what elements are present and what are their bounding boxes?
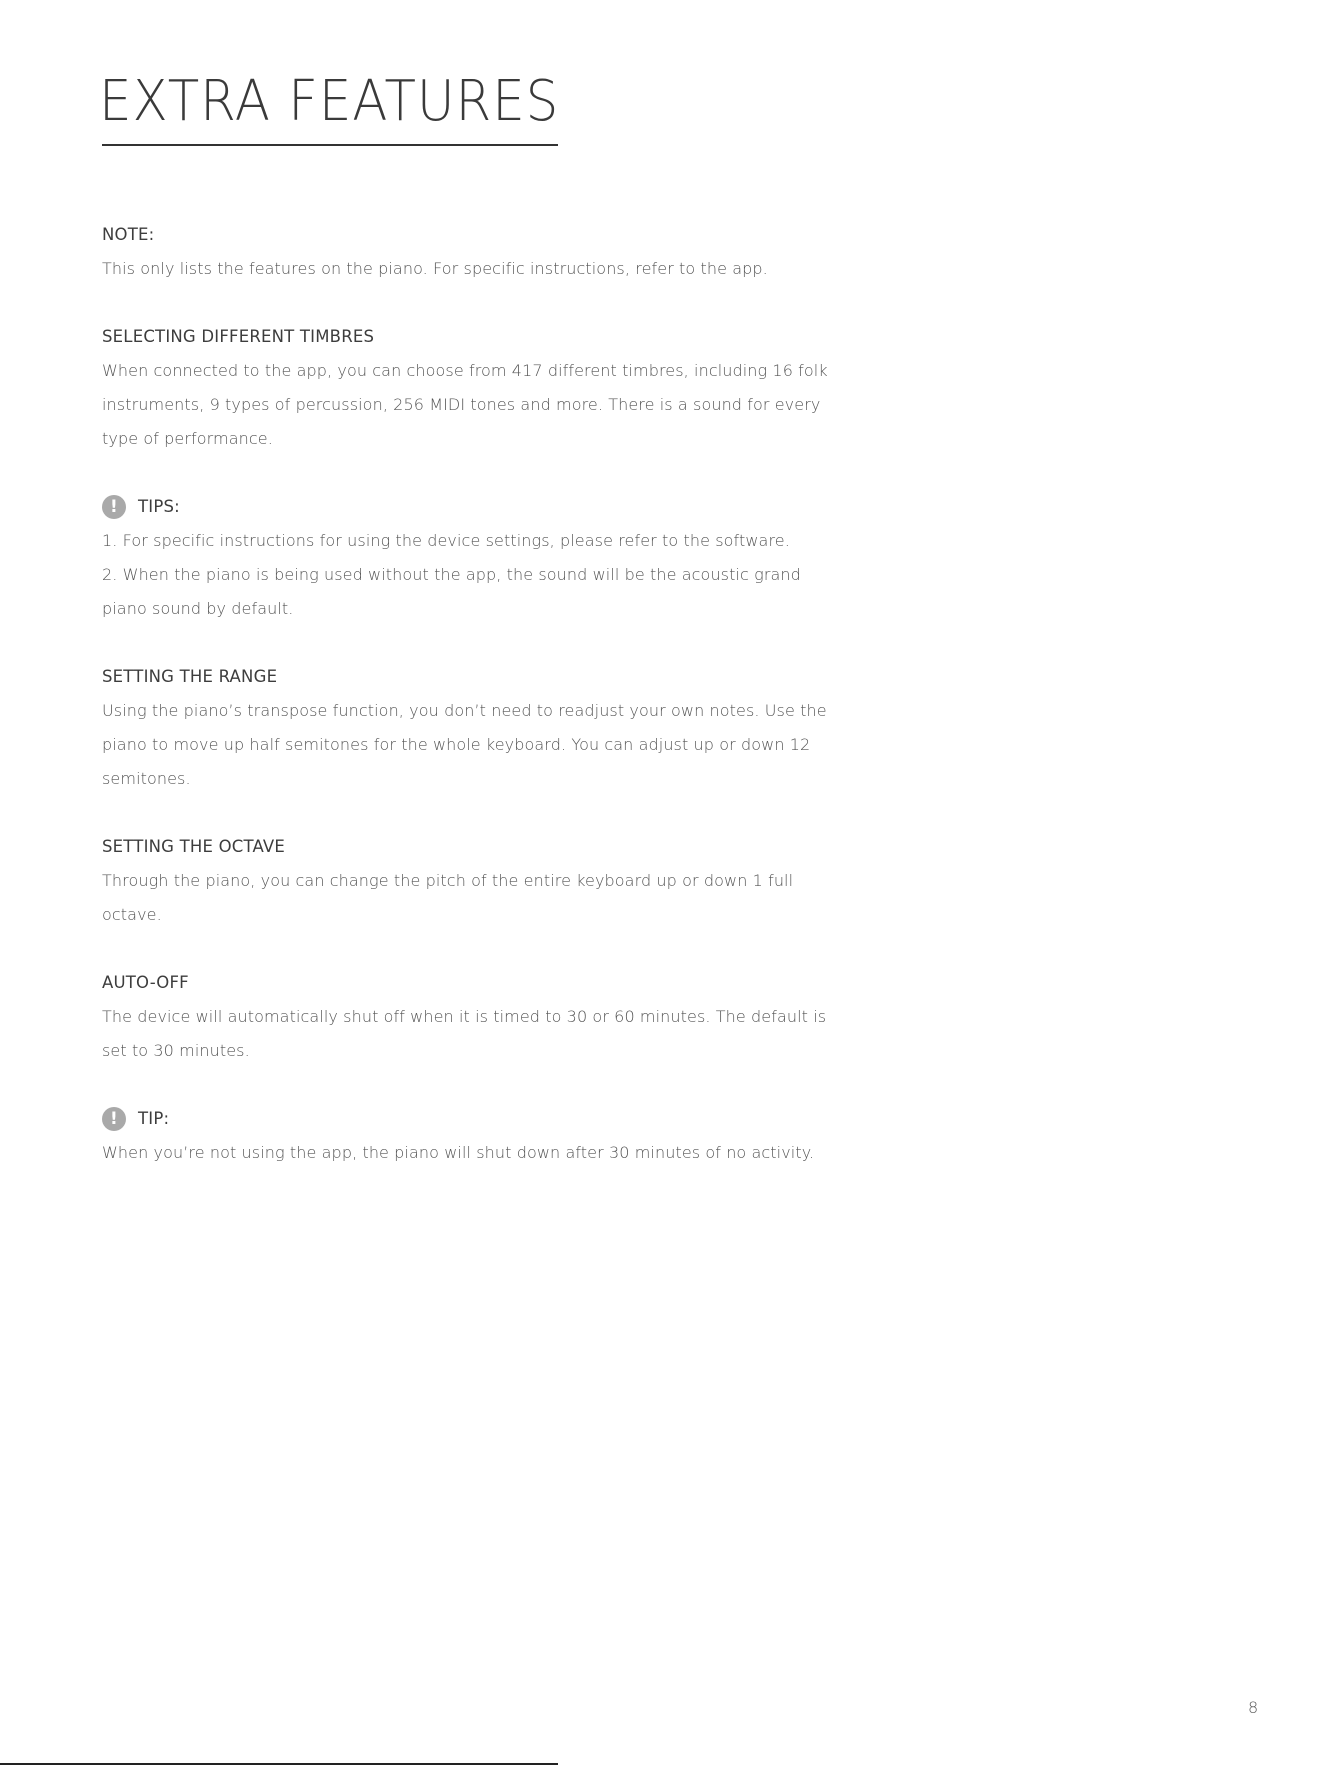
- tips-heading: TIPS:: [138, 497, 180, 516]
- auto-off-body: [102, 1000, 862, 1068]
- page-number: 8: [1248, 1698, 1259, 1717]
- timbres-section: [102, 320, 862, 456]
- range-section: [102, 660, 862, 796]
- note-heading: NOTE:: [102, 225, 155, 244]
- note-line: This only lists the features on the piano. For specific instructions, refer to the app.: [102, 259, 768, 278]
- auto-off-section: [102, 966, 862, 1068]
- exclamation-icon: !: [102, 1107, 126, 1131]
- title-underline: [102, 144, 558, 146]
- range-line: semitones.: [102, 769, 191, 788]
- auto-off-heading: AUTO-OFF: [102, 973, 189, 992]
- range-line: Using the piano’s transpose function, you don’t need to readjust your own notes. Use the: [102, 701, 827, 720]
- tips-body: [102, 524, 862, 626]
- tips-line: piano sound by default.: [102, 599, 294, 618]
- auto-off-line: set to 30 minutes.: [102, 1041, 250, 1060]
- auto-off-line: The device will automatically shut off when it is timed to 30 or 60 minutes. The default is: [102, 1007, 827, 1026]
- timbres-line: type of performance.: [102, 429, 273, 448]
- tip-heading: TIP:: [138, 1109, 170, 1128]
- range-line: piano to move up half semitones for the whole keyboard. You can adjust up or down 12: [102, 735, 811, 754]
- page-title: EXTRA FEATURES: [99, 69, 560, 134]
- octave-line: Through the piano, you can change the pitch of the entire keyboard up or down 1 full: [102, 871, 794, 890]
- timbres-body: [102, 354, 862, 456]
- tip-line: When you’re not using the app, the piano will shut down after 30 minutes of no activity.: [102, 1143, 815, 1162]
- tip-section: [102, 1102, 862, 1170]
- timbres-line: When connected to the app, you can choose from 417 different timbres, including 16 folk: [102, 361, 828, 380]
- exclamation-icon: !: [102, 495, 126, 519]
- octave-heading: SETTING THE OCTAVE: [102, 837, 286, 856]
- tips-section: [102, 490, 862, 626]
- range-body: [102, 694, 862, 796]
- page-content: [102, 218, 862, 1170]
- tip-body: [102, 1136, 862, 1170]
- octave-line: octave.: [102, 905, 162, 924]
- range-heading: SETTING THE RANGE: [102, 667, 278, 686]
- note-section: [102, 218, 862, 286]
- tips-line: 1. For specific instructions for using the device settings, please refer to the software.: [102, 531, 790, 550]
- tips-heading-row: [102, 490, 862, 524]
- timbres-heading: SELECTING DIFFERENT TIMBRES: [102, 327, 375, 346]
- octave-body: [102, 864, 862, 932]
- octave-section: [102, 830, 862, 932]
- note-body: [102, 252, 862, 286]
- tip-heading-row: [102, 1102, 862, 1136]
- timbres-line: instruments, 9 types of percussion, 256 MIDI tones and more. There is a sound for every: [102, 395, 821, 414]
- tips-line: 2. When the piano is being used without the app, the sound will be the acoustic grand: [102, 565, 801, 584]
